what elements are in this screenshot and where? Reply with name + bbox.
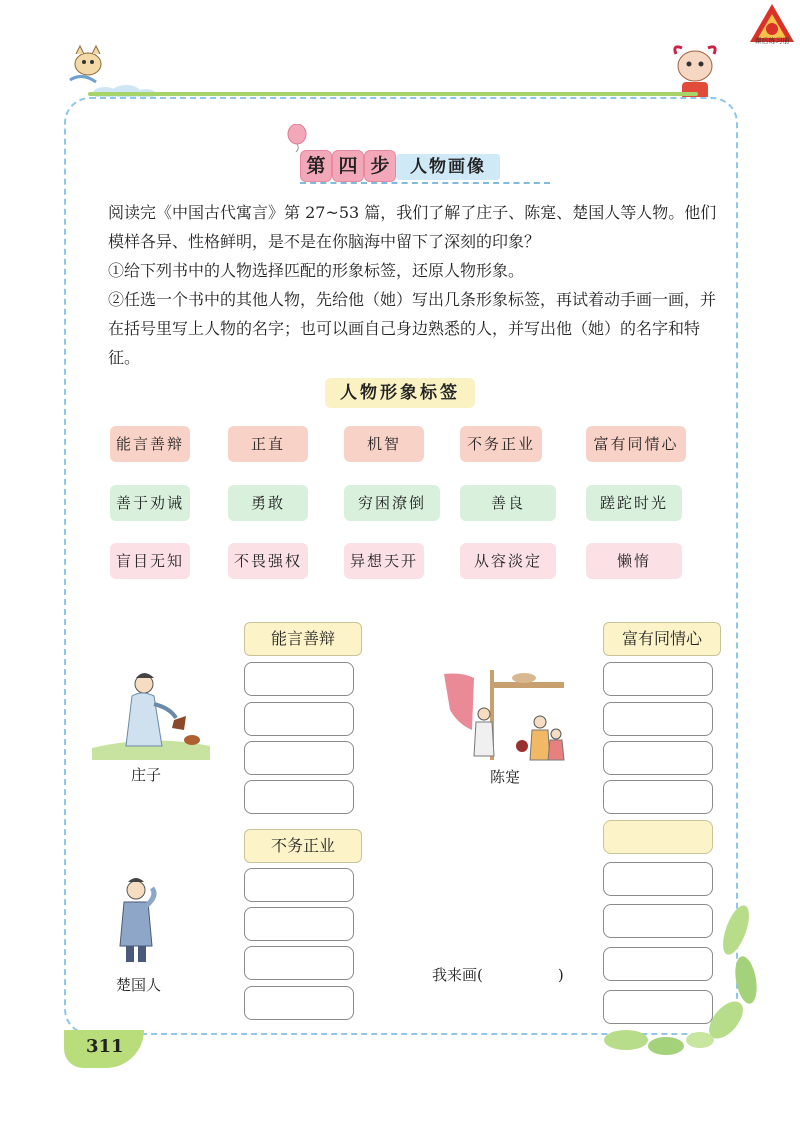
intro-paragraph: 阅读完《中国古代寓言》第 27~53 篇，我们了解了庄子、陈寔、楚国人等人物。他们模样各异、性格鲜明，是不是在你脑海中留下了深刻的印象？ [108, 203, 717, 251]
tag-item: 不畏强权 [228, 543, 308, 579]
chuguoren-answer-box[interactable] [244, 907, 354, 941]
chuguoren-answer-box[interactable] [244, 946, 354, 980]
chenshi-caption: 陈寔 [490, 768, 521, 786]
instruction-1: ①给下列书中的人物选择匹配的形象标签，还原人物形象。 [108, 261, 525, 280]
step-char-3: 步 [364, 150, 396, 182]
tags-title: 人物形象标签 [325, 378, 475, 408]
chenshi-answer-box[interactable] [603, 780, 713, 814]
tag-item: 盲目无知 [110, 543, 190, 579]
my-drawing-answer-box[interactable] [603, 947, 713, 981]
zhuangzi-caption: 庄子 [131, 766, 162, 784]
chuguoren-caption: 楚国人 [116, 976, 162, 994]
my-drawing-answer-box[interactable] [603, 904, 713, 938]
tag-item: 机智 [344, 426, 424, 462]
tag-item: 蹉跎时光 [586, 485, 682, 521]
my-drawing-header-box[interactable] [603, 820, 713, 854]
banner-underline [300, 182, 550, 184]
step-banner [300, 150, 500, 184]
tag-item: 穷困潦倒 [344, 485, 440, 521]
tag-item: 善良 [460, 485, 556, 521]
step-char-2: 四 [332, 150, 364, 182]
tag-item: 能言善辩 [110, 426, 190, 462]
chenshi-answer-box[interactable] [603, 702, 713, 736]
chenshi-header-tag: 富有同情心 [603, 622, 721, 656]
page-number: 311 [64, 1030, 144, 1068]
tag-item: 善于劝诫 [110, 485, 190, 521]
step-char-1: 第 [300, 150, 332, 182]
tag-item: 懒惰 [586, 543, 682, 579]
instruction-2: ②任选一个书中的其他人物，先给他（她）写出几条形象标签，再试着动手画一画，并在括号里写上人物的名字；也可以画自己身边熟悉的人，并写出他（她）的名字和特征。 [108, 290, 717, 367]
tag-item: 不务正业 [460, 426, 542, 462]
my-drawing-caption: 我来画( ) [432, 966, 564, 984]
chenshi-answer-box[interactable] [603, 662, 713, 696]
chuguoren-header-tag: 不务正业 [244, 829, 362, 863]
my-drawing-answer-box[interactable] [603, 990, 713, 1024]
chenshi-illustration-icon [444, 670, 570, 766]
chuguoren-illustration-icon [106, 876, 168, 968]
zhuangzi-answer-box[interactable] [244, 741, 354, 775]
top-divider-line [88, 92, 698, 96]
logo-text: 课后练习册 [754, 37, 790, 45]
balloon-icon [286, 124, 308, 152]
tag-item: 勇敢 [228, 485, 308, 521]
step-title: 人物画像 [396, 154, 500, 180]
zhuangzi-header-tag: 能言善辩 [244, 622, 362, 656]
chenshi-answer-box[interactable] [603, 741, 713, 775]
chuguoren-answer-box[interactable] [244, 868, 354, 902]
zhuangzi-answer-box[interactable] [244, 662, 354, 696]
zhuangzi-answer-box[interactable] [244, 780, 354, 814]
tag-item: 富有同情心 [586, 426, 686, 462]
zhuangzi-illustration-icon [92, 668, 210, 760]
my-drawing-answer-box[interactable] [603, 862, 713, 896]
tag-item: 异想天开 [344, 543, 424, 579]
tag-item: 从容淡定 [460, 543, 556, 579]
zhuangzi-answer-box[interactable] [244, 702, 354, 736]
tag-item: 正直 [228, 426, 308, 462]
chuguoren-answer-box[interactable] [244, 986, 354, 1020]
